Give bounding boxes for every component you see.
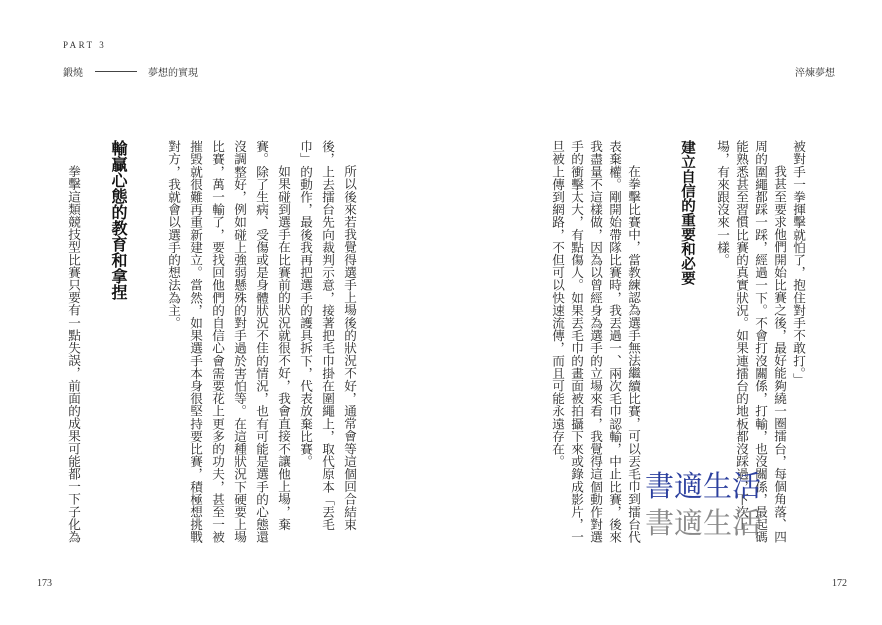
text-column: 周的圍繩都踩一踩，經過一下。不會打沒關係，打輸，也沒關係，最起碼	[753, 140, 768, 544]
text-column: 巾」的動作，最後我再把選手的護具拆下，代表放棄比賽。	[298, 140, 313, 468]
section-label: 鍛燒	[63, 68, 83, 79]
text-column: 如果碰到選手在比賽前的狀況就很不好，我會直接不讓他上場，棄	[276, 165, 291, 531]
text-column: 摧毀就很難再重新建立。當然，如果選手本身很堅持要比賽，積極想挑戰	[188, 140, 203, 544]
text-column: 拳擊這類競技型比賽只要有一點失誤，前面的成果可能都一下子化為	[66, 165, 81, 543]
page-number-left: 173	[37, 578, 52, 589]
text-column: 在拳擊比賽中，當教練認為選手無法繼續比賽，可以丟毛巾到擂台代	[626, 165, 641, 543]
text-column: 所以後來若我覺得選手上場後的狀況不好，通常會等這個回合結束	[342, 165, 357, 531]
text-column: 賽。除了生病、受傷或是身體狀況不佳的情況，也有可能是選手的心態還	[254, 140, 269, 544]
text-column: 比賽，萬一輸了，要找回他們的自信心會需要花上更多的功夫，甚至一被	[210, 140, 225, 544]
text-column: 我甚至要求他們開始比賽之後，最好能夠繞一圈擂台，每個角落、四	[772, 165, 787, 543]
page-number-right: 172	[832, 578, 847, 589]
text-column: 沒調整好，例如碰上強弱懸殊的對手過於害怕等。在這種狀況下硬要上場	[232, 140, 247, 544]
text-column: 旦被上傳到網路，不但可以快速流傳，而且可能永遠存在。	[550, 140, 565, 468]
text-column: 我盡量不這樣做，因為以曾經身為選手的立場來看，我覺得這個動作對選	[588, 140, 603, 544]
watermark-shadow-text: 書適生活	[645, 506, 762, 540]
section-heading: 輸贏心態的教育和拿捏	[109, 140, 128, 300]
text-column: 能熟悉甚至習慣比賽的真實狀況。如果連擂台的地板都沒踩過，下次上	[734, 140, 749, 531]
text-column: 被對手一拳揮擊就怕了，抱住對手不敢打。」	[791, 140, 806, 386]
text-column: 後，上去擂台先向裁判示意，接著把毛巾掛在圍繩上，取代原本「丟毛	[320, 140, 335, 531]
text-column: 對方，我就會以選手的想法為主。	[166, 140, 181, 329]
section-heading: 建立自信的重要和必要	[679, 140, 696, 285]
text-column: 手的衝擊太大，有點傷人。如果丟毛巾的畫面被拍攝下來或錄成影片，一	[569, 140, 584, 544]
header-rule	[95, 71, 137, 72]
left-running-title: 夢想的實現	[148, 68, 198, 79]
text-column: 表棄權。剛開始帶隊比賽時，我丟過一、兩次毛巾認輸，中止比賽，後來	[607, 140, 622, 544]
part-label: PART 3	[63, 40, 107, 50]
right-running-title: 淬煉夢想	[795, 68, 835, 79]
watermark-text: 書適生活	[645, 469, 762, 503]
text-column: 場，有來跟沒來一樣。	[715, 140, 730, 266]
